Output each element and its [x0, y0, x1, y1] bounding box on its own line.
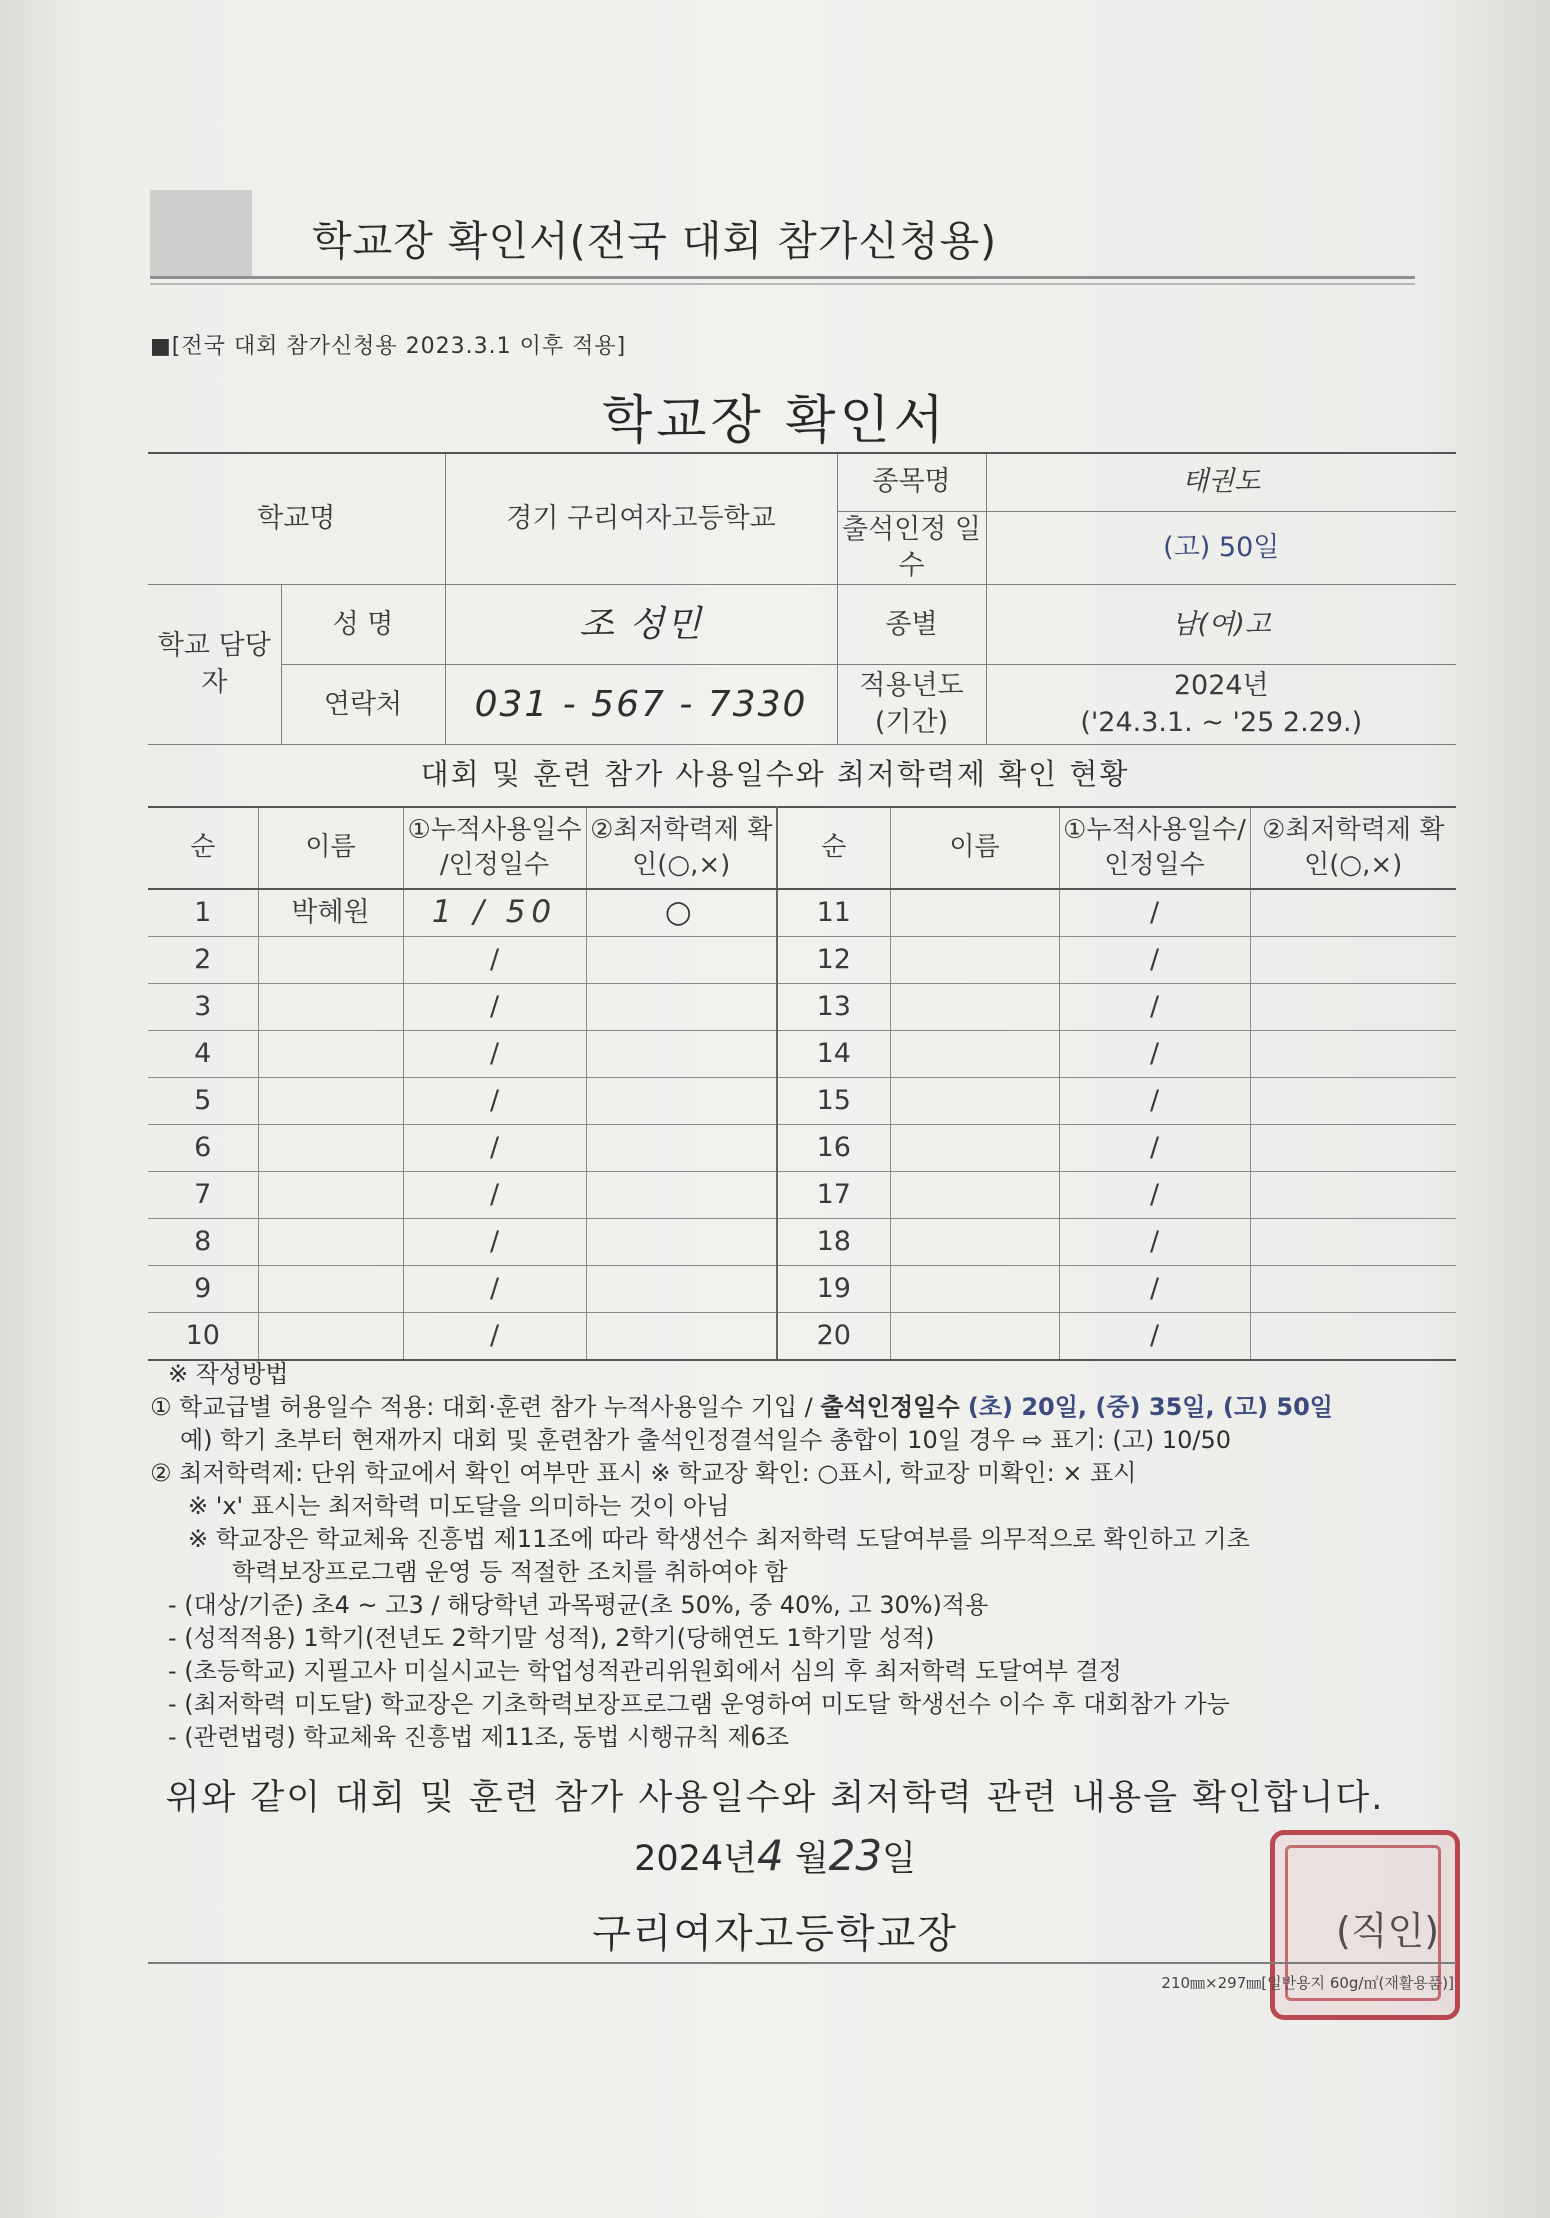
cell-check-left	[586, 1266, 777, 1313]
header-rule	[150, 276, 1415, 279]
name-value: 조 성민	[445, 585, 837, 665]
cell-no-left: 2	[148, 937, 258, 984]
cell-check-left	[586, 1172, 777, 1219]
cell-days-right: /	[1059, 1078, 1250, 1125]
cell-no-right: 20	[777, 1313, 890, 1361]
school-value: 경기 구리여자고등학교	[445, 453, 837, 585]
cell-name-left	[258, 1031, 403, 1078]
date-day: 23	[828, 1831, 883, 1880]
year-value: 2024년	[1173, 670, 1269, 702]
cell-days-right: /	[1059, 889, 1250, 937]
table-row	[148, 889, 1456, 937]
note-1-a: ① 학교급별 허용일수 적용: 대회·훈련 참가 누적사용일수 기입 /	[150, 1393, 821, 1421]
note-1-example: 예) 학기 초부터 현재까지 대회 및 훈련참가 출석인정결석일수 총합이 10일 경우 ⇨ 표기: (고) 10/50	[180, 1426, 1232, 1454]
cell-name-right	[890, 937, 1059, 984]
cell-days-right: /	[1059, 1313, 1250, 1361]
header-band	[150, 190, 1415, 280]
contact-value: 031 - 567 - 7330	[445, 665, 837, 745]
cell-days-left: 1 / 50	[403, 889, 586, 937]
category-value: 남(여)고	[986, 585, 1456, 665]
table-row	[148, 984, 1456, 1031]
attendance-label: 출석인정 일수	[837, 511, 986, 585]
cell-name-right	[890, 1266, 1059, 1313]
cell-days-right: /	[1059, 1219, 1250, 1266]
cell-name-left	[258, 1078, 403, 1125]
detail-4: - (최저학력 미도달) 학교장은 기초학력보장프로그램 운영하여 미도달 학생선수 이수 후 대회참가 가능	[168, 1690, 1230, 1718]
note-1	[150, 1391, 1460, 1424]
cell-check-right	[1250, 1219, 1456, 1266]
date-month: 4	[756, 1831, 784, 1880]
year-cell	[986, 665, 1456, 745]
year-label: 적용년도 (기간)	[837, 665, 986, 745]
cell-no-left: 10	[148, 1313, 258, 1361]
header-rule-thin	[150, 283, 1415, 285]
cell-no-right: 11	[777, 889, 890, 937]
cell-name-left	[258, 984, 403, 1031]
school-label: 학교명	[148, 453, 445, 585]
cell-days-left: /	[403, 937, 586, 984]
note-2-b: ※ 학교장은 학교체육 진흥법 제11조에 따라 학생선수 최저학력 도달여부를 의무적으로 확인하고 기초	[188, 1525, 1250, 1553]
cell-name-right	[890, 984, 1059, 1031]
cell-check-right	[1250, 1078, 1456, 1125]
note-1-b: 출석인정일수	[820, 1393, 960, 1421]
cell-no-left: 1	[148, 889, 258, 937]
cell-check-left	[586, 1031, 777, 1078]
cell-check-right	[1250, 1125, 1456, 1172]
table-row	[148, 1031, 1456, 1078]
name-label: 성 명	[281, 585, 445, 665]
cell-check-right	[1250, 937, 1456, 984]
cell-check-left	[586, 984, 777, 1031]
notes-heading: ※ 작성방법	[168, 1360, 289, 1388]
applicability-tag: ■[전국 대회 참가신청용 2023.3.1 이후 적용]	[150, 334, 627, 359]
cell-name-right	[890, 1172, 1059, 1219]
cell-name-left	[258, 1313, 403, 1361]
cell-name-right	[890, 1313, 1059, 1361]
record-header-row	[148, 807, 1456, 889]
cell-check-right	[1250, 1172, 1456, 1219]
event-label: 종목명	[837, 453, 986, 511]
cell-days-left: /	[403, 1078, 586, 1125]
event-value: 태권도	[986, 453, 1456, 511]
col-header-no-left: 순	[148, 807, 258, 889]
contact-label: 연락처	[281, 665, 445, 745]
cell-check-left	[586, 937, 777, 984]
cell-check-right	[1250, 1031, 1456, 1078]
cell-check-left	[586, 1219, 777, 1266]
cell-no-right: 12	[777, 937, 890, 984]
date-day-unit: 일	[882, 1839, 916, 1879]
col-header-check-right: ②최저학력제 확인(○,×)	[1250, 807, 1456, 889]
confirmation-statement: 위와 같이 대회 및 훈련 참가 사용일수와 최저학력 관련 내용을 확인합니다.	[165, 1778, 1385, 1818]
cell-days-right: /	[1059, 1125, 1250, 1172]
info-table	[148, 452, 1456, 745]
date-year: 2024년	[634, 1839, 757, 1879]
table-row	[148, 1313, 1456, 1361]
cell-no-right: 15	[777, 1078, 890, 1125]
cell-no-left: 5	[148, 1078, 258, 1125]
paper-spec: 210㎜×297㎜[일반용지 60g/㎡(재활용품)]	[1161, 1974, 1454, 1992]
bottom-rule	[148, 1962, 1456, 1964]
table-row	[148, 1172, 1456, 1219]
period-value: ('24.3.1. ~ '25 2.29.)	[1080, 706, 1363, 738]
cell-no-left: 8	[148, 1219, 258, 1266]
date-month-unit: 월	[794, 1839, 829, 1879]
col-header-days-right: ①누적사용일수/ 인정일수	[1059, 807, 1250, 889]
cell-check-left: ○	[586, 889, 777, 937]
record-table	[148, 806, 1456, 1361]
detail-1: - (대상/기준) 초4 ~ 고3 / 해당학년 과목평균(초 50%, 중 40%, 고 30%)적용	[168, 1591, 989, 1619]
cell-days-left: /	[403, 1313, 586, 1361]
cell-check-right	[1250, 889, 1456, 937]
note-2: ② 최저학력제: 단위 학교에서 확인 여부만 표시 ※ 학교장 확인: ○표시, 학교장 미확인: × 표시	[150, 1459, 1137, 1487]
cell-days-left: /	[403, 1172, 586, 1219]
cell-name-left	[258, 1125, 403, 1172]
cell-name-right	[890, 889, 1059, 937]
cell-check-right	[1250, 984, 1456, 1031]
header-title: 학교장 확인서(전국 대회 참가신청용)	[312, 217, 998, 265]
detail-3: - (초등학교) 지필고사 미실시교는 학업성적관리위원회에서 심의 후 최저학력 도달여부 결정	[168, 1657, 1122, 1685]
col-header-name-left: 이름	[258, 807, 403, 889]
manager-label: 학교 담당자	[148, 585, 281, 745]
col-header-no-right: 순	[777, 807, 890, 889]
principal-name: 구리여자고등학교장	[592, 1911, 958, 1957]
cell-no-left: 7	[148, 1172, 258, 1219]
table-row	[148, 1266, 1456, 1313]
document-title: 학교장 확인서	[602, 391, 948, 451]
cell-no-right: 14	[777, 1031, 890, 1078]
cell-no-right: 17	[777, 1172, 890, 1219]
cell-no-left: 9	[148, 1266, 258, 1313]
cell-days-left: /	[403, 984, 586, 1031]
cell-name-left	[258, 937, 403, 984]
cell-days-right: /	[1059, 1266, 1250, 1313]
col-header-days-left: ①누적사용일수 /인정일수	[403, 807, 586, 889]
cell-no-right: 18	[777, 1219, 890, 1266]
cell-name-right	[890, 1125, 1059, 1172]
header-gray-box	[150, 190, 252, 276]
cell-name-right	[890, 1078, 1059, 1125]
cell-name-right	[890, 1031, 1059, 1078]
cell-check-right	[1250, 1266, 1456, 1313]
table-row	[148, 1078, 1456, 1125]
col-header-check-left: ②최저학력제 확인(○,×)	[586, 807, 777, 889]
instructions	[150, 1358, 1460, 1754]
cell-no-right: 13	[777, 984, 890, 1031]
detail-2: - (성적적용) 1학기(전년도 2학기말 성적), 2학기(당해연도 1학기말 성적)	[168, 1624, 935, 1652]
note-2-a: ※ 'x' 표시는 최저학력 미도달을 의미하는 것이 아님	[188, 1492, 730, 1520]
table-row	[148, 937, 1456, 984]
cell-check-left	[586, 1313, 777, 1361]
cell-days-left: /	[403, 1266, 586, 1313]
cell-check-left	[586, 1125, 777, 1172]
table-row	[148, 1219, 1456, 1266]
cell-days-right: /	[1059, 1172, 1250, 1219]
cell-days-left: /	[403, 1125, 586, 1172]
cell-check-left	[586, 1078, 777, 1125]
cell-no-left: 6	[148, 1125, 258, 1172]
cell-days-left: /	[403, 1219, 586, 1266]
category-label: 종별	[837, 585, 986, 665]
seal-mark: (직인)	[1336, 1909, 1440, 1953]
cell-name-left	[258, 1266, 403, 1313]
cell-no-left: 3	[148, 984, 258, 1031]
note-2-b2: 학력보장프로그램 운영 등 적절한 조치를 취하여야 함	[232, 1558, 788, 1586]
cell-days-right: /	[1059, 1031, 1250, 1078]
cell-no-right: 16	[777, 1125, 890, 1172]
note-1-c: (초) 20일, (중) 35일, (고) 50일	[959, 1393, 1333, 1421]
detail-5: - (관련법령) 학교체육 진흥법 제11조, 동법 시행규칙 제6조	[168, 1723, 790, 1751]
table-row	[148, 1125, 1456, 1172]
cell-days-left: /	[403, 1031, 586, 1078]
cell-name-left: 박혜원	[258, 889, 403, 937]
cell-no-left: 4	[148, 1031, 258, 1078]
cell-no-right: 19	[777, 1266, 890, 1313]
cell-days-right: /	[1059, 984, 1250, 1031]
cell-name-left	[258, 1219, 403, 1266]
cell-days-right: /	[1059, 937, 1250, 984]
cell-name-right	[890, 1219, 1059, 1266]
cell-check-right	[1250, 1313, 1456, 1361]
attendance-value: (고) 50일	[986, 511, 1456, 585]
section-title: 대회 및 훈련 참가 사용일수와 최저학력제 확인 현황	[420, 757, 1130, 791]
cell-name-left	[258, 1172, 403, 1219]
col-header-name-right: 이름	[890, 807, 1059, 889]
